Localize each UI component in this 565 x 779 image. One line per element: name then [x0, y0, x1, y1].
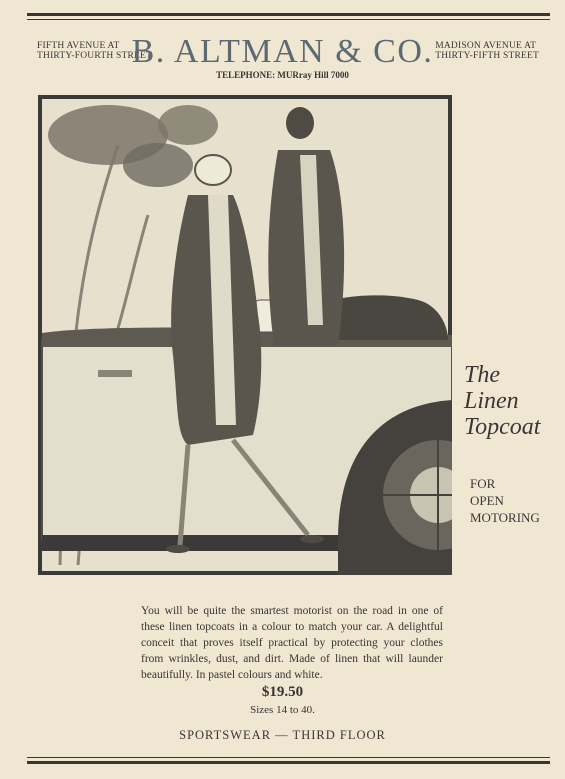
subheading-line1: FOR: [470, 476, 496, 491]
price: $19.50: [261, 684, 304, 700]
address-right-line2: THIRTY-FIFTH STREET: [435, 51, 539, 61]
address-left-line2: THIRTY-FOURTH STREET: [37, 51, 153, 61]
telephone: TELEPHONE: MURray Hill 7000: [216, 70, 349, 80]
body-copy: You will be quite the smartest motorist on the road in one of these linen topcoats in a colour to match your car. A delightful conceit that proves itself practical by protecting your clothes from wrinkles, dust, and dirt. Made of linen that will launder beautifully. In pastel colours and white.: [141, 605, 443, 681]
brand-name: B. ALTMAN & CO.: [131, 33, 434, 70]
motoring-scene-illustration: [38, 95, 452, 575]
top-rule-thick: [27, 13, 550, 16]
headline-line3: Topcoat: [464, 414, 541, 440]
subheading-line2: OPEN: [470, 493, 504, 508]
headline: [464, 362, 540, 440]
subheading-line3: MOTORING: [470, 510, 540, 525]
fashion-illustration: [38, 95, 452, 575]
bottom-rule-thick: [27, 761, 550, 764]
headline-line1: The: [464, 362, 500, 388]
headline-line2: Linen: [464, 388, 519, 414]
top-rule-thin: [27, 19, 550, 20]
bottom-rule-thin: [27, 757, 550, 758]
department: SPORTSWEAR — THIRD FLOOR: [179, 728, 386, 742]
sizes: Sizes 14 to 40.: [250, 704, 315, 716]
address-left-line1: FIFTH AVENUE AT: [37, 41, 120, 51]
address-right-line1: MADISON AVENUE AT: [435, 41, 537, 51]
address-right: [435, 41, 539, 61]
subheading: [470, 475, 540, 526]
